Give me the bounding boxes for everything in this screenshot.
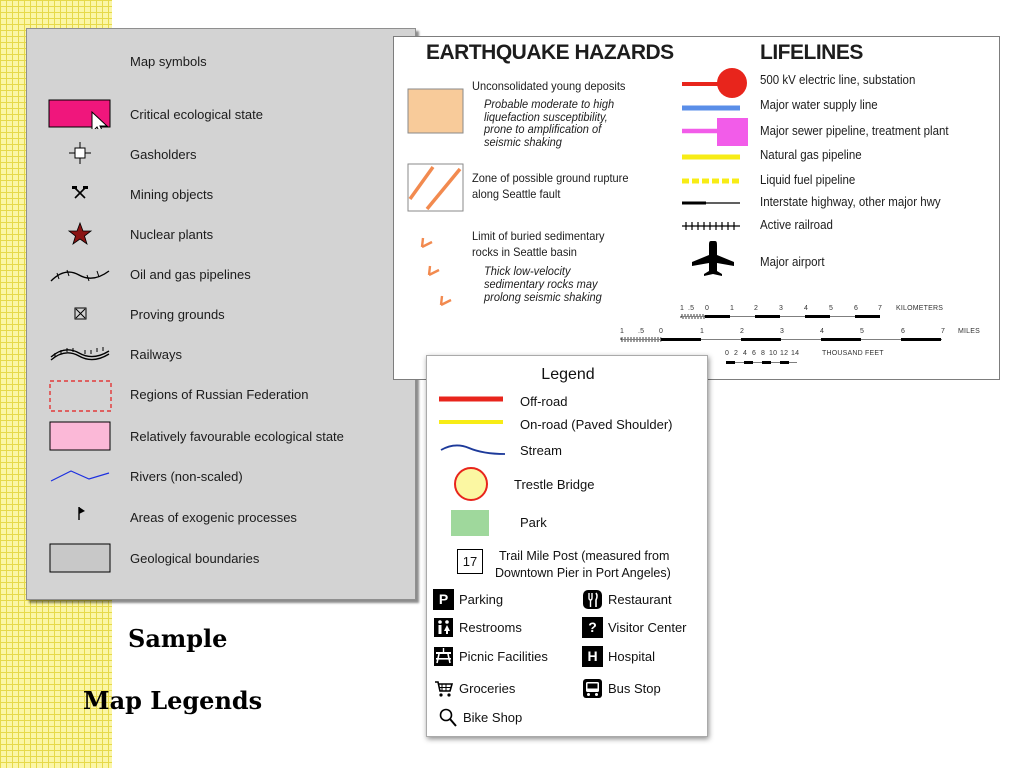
- amenity-label: Visitor Center: [608, 619, 687, 635]
- legend-row-pipelines: [27, 259, 417, 289]
- amenity-visitor-center: [582, 616, 687, 638]
- trestle-circle-icon: [453, 466, 489, 502]
- legend-title: Map symbols: [130, 54, 207, 69]
- lifeline-symbols: [680, 67, 752, 277]
- milepost-label: Downtown Pier in Port Angeles): [495, 566, 671, 580]
- hazard-detail: liquefaction susceptibility,: [484, 109, 608, 124]
- legend-label: Off-road: [520, 394, 568, 409]
- amenity-restaurant: [582, 588, 672, 610]
- bike-shop-icon: [437, 707, 458, 728]
- map-symbols-legend: [26, 28, 416, 600]
- scale-tick: 1: [680, 305, 685, 312]
- legend-row-critical-ecological: [27, 99, 417, 129]
- feet-bar: [725, 360, 801, 365]
- amenity-label: Restrooms: [459, 619, 522, 635]
- milepost-icon: 17: [457, 549, 483, 574]
- amenity-restrooms: [433, 616, 522, 638]
- legend-label: Critical ecological state: [130, 107, 263, 122]
- picnic-icon: [433, 646, 454, 667]
- rupture-zone-icon: [407, 163, 465, 213]
- legend-row-regions: [27, 379, 417, 409]
- scale-tick: 14: [791, 350, 800, 357]
- legend-label: Regions of Russian Federation: [130, 387, 309, 402]
- scale-tick: 4: [743, 350, 748, 357]
- amenity-label: Parking: [459, 591, 504, 607]
- scale-tick: 7: [878, 305, 883, 312]
- scale-tick: 5: [860, 328, 865, 335]
- legend-label: On-road (Paved Shoulder): [520, 417, 673, 432]
- legend-label: Park: [520, 515, 547, 530]
- amenity-picnic: [433, 645, 548, 667]
- hazard-label: Limit of buried sedimentary: [472, 229, 605, 243]
- amenity-label: Bike Shop: [463, 709, 523, 725]
- legend-label: Stream: [520, 443, 562, 458]
- x-box-icon: [47, 299, 113, 329]
- hazard-detail: Thick low-velocity: [484, 264, 571, 278]
- lifeline-label: Interstate highway, other major hwy: [760, 195, 941, 209]
- hazard-detail: prone to amplification of: [484, 122, 602, 136]
- railroad-icon: [682, 222, 740, 230]
- legend-row-favourable: [27, 421, 417, 451]
- gasholder-icon: [47, 139, 113, 169]
- legend-title: Legend: [541, 366, 595, 383]
- amenity-groceries: [433, 677, 515, 699]
- lifeline-label: 500 kV electric line, substation: [760, 73, 916, 87]
- milepost-label: Trail Mile Post (measured from: [499, 549, 670, 563]
- lifeline-label: Major sewer pipeline, treatment plant: [760, 124, 949, 138]
- legend-label: Trestle Bridge: [514, 477, 595, 492]
- lifeline-label: Major airport: [760, 255, 825, 269]
- amenity-bus-stop: [582, 677, 661, 699]
- flag-icon: [47, 502, 113, 532]
- scale-tick: 2: [734, 350, 739, 357]
- scale-tick: 10: [769, 350, 778, 357]
- scale-tick: .5: [688, 305, 695, 312]
- parking-icon: P: [433, 589, 454, 610]
- legend-row-exogenic: [27, 502, 417, 532]
- hazards-heading: EARTHQUAKE HAZARDS: [426, 41, 674, 64]
- blue-stream-icon: [439, 442, 509, 458]
- scale-tick: 6: [752, 350, 757, 357]
- amenity-bike-shop: [437, 706, 522, 728]
- trail-line-symbols: [439, 394, 503, 428]
- airport-icon: [692, 241, 734, 276]
- hazard-label: rocks in Seattle basin: [472, 245, 577, 259]
- electric-line-icon: [682, 68, 747, 98]
- legend-row-nuclear: [27, 219, 417, 249]
- hazard-label: along Seattle fault: [472, 187, 561, 201]
- trail-legend: [426, 355, 708, 737]
- legend-row-geological: [27, 543, 417, 573]
- scale-tick: 3: [780, 328, 785, 335]
- scale-tick: .5: [638, 328, 645, 335]
- scale-tick: 0: [659, 328, 664, 335]
- blue-river-icon: [47, 461, 113, 491]
- legend-label: Geological boundaries: [130, 551, 260, 566]
- sewer-line-icon: [682, 118, 748, 146]
- scale-tick: 12: [780, 350, 789, 357]
- restaurant-icon: [582, 589, 603, 610]
- amenity-label: Hospital: [608, 648, 655, 664]
- scale-tick: 0: [725, 350, 730, 357]
- legend-row-mining: [27, 179, 417, 209]
- legend-label: Railways: [130, 347, 183, 362]
- lifeline-label: Liquid fuel pipeline: [760, 173, 856, 187]
- hospital-icon: H: [582, 646, 603, 667]
- scale-tick: 1: [620, 328, 625, 335]
- legend-row-gasholders: [27, 139, 417, 169]
- dashed-red-box-icon: [47, 379, 113, 413]
- visitor-center-icon: ?: [582, 617, 603, 638]
- legend-label: Oil and gas pipelines: [130, 267, 251, 282]
- hazard-detail: prolong seismic shaking: [484, 290, 602, 304]
- green-park-icon: [451, 510, 489, 536]
- railway-wave-icon: [47, 339, 113, 369]
- crossed-hammers-icon: [47, 179, 113, 209]
- mile-bar: [620, 337, 948, 343]
- amenity-label: Bus Stop: [608, 680, 661, 696]
- amenity-label: Groceries: [459, 680, 516, 696]
- hazard-detail: sedimentary rocks may: [484, 277, 598, 291]
- scale-tick: 1: [700, 328, 705, 335]
- caption-line-2: Map Legends: [83, 686, 263, 715]
- scale-tick: 0: [705, 305, 710, 312]
- groceries-icon: [433, 678, 454, 699]
- caption-line-1: Sample: [128, 624, 228, 653]
- legend-label: Gasholders: [130, 147, 197, 162]
- kilometer-bar: [680, 314, 884, 320]
- scale-tick: 8: [761, 350, 766, 357]
- hazard-detail: Probable moderate to high: [484, 97, 615, 111]
- scale-tick: 1: [730, 305, 735, 312]
- restrooms-icon: [433, 617, 454, 638]
- basin-limit-icon: [414, 233, 454, 311]
- legend-row-railways: [27, 339, 417, 369]
- magenta-box-icon: [47, 99, 113, 129]
- amenity-parking: [433, 588, 503, 610]
- legend-label: Mining objects: [130, 187, 214, 202]
- legend-label: Relatively favourable ecological state: [130, 429, 344, 444]
- legend-label: Areas of exogenic processes: [130, 510, 297, 525]
- earthquake-hazards-legend: [393, 36, 1000, 380]
- lifeline-label: Natural gas pipeline: [760, 148, 862, 162]
- hazard-label: Zone of possible ground rupture: [472, 171, 629, 185]
- legend-row-rivers: [27, 461, 417, 491]
- deposit-swatch-icon: [407, 88, 465, 134]
- scale-unit-label: MILES: [958, 328, 981, 335]
- scale-tick: 2: [740, 328, 745, 335]
- scale-tick: 6: [854, 305, 859, 312]
- legend-label: Nuclear plants: [130, 227, 214, 242]
- scale-tick: 3: [779, 305, 784, 312]
- scale-tick: 7: [941, 328, 946, 335]
- amenity-hospital: [582, 645, 655, 667]
- hazard-detail: seismic shaking: [484, 134, 562, 149]
- amenity-label: Picnic Facilities: [459, 648, 548, 664]
- scale-unit-label: THOUSAND FEET: [822, 350, 884, 357]
- hazard-label: Unconsolidated young deposits: [472, 79, 626, 93]
- grey-box-icon: [47, 543, 113, 573]
- scale-tick: 2: [754, 305, 759, 312]
- scale-tick: 5: [829, 305, 834, 312]
- scale-tick: 6: [901, 328, 906, 335]
- legend-row-proving: [27, 299, 417, 329]
- scale-tick: 4: [820, 328, 825, 335]
- amenity-label: Restaurant: [608, 591, 672, 607]
- pipeline-wave-icon: [47, 259, 113, 289]
- pink-box-icon: [47, 421, 113, 451]
- scale-unit-label: KILOMETERS: [896, 305, 944, 312]
- bus-stop-icon: [582, 678, 603, 699]
- legend-label: Proving grounds: [130, 307, 225, 322]
- legend-label: Rivers (non-scaled): [130, 469, 243, 484]
- lifeline-label: Active railroad: [760, 218, 833, 232]
- scale-tick: 4: [804, 305, 809, 312]
- lifelines-heading: LIFELINES: [760, 41, 863, 64]
- red-star-icon: [47, 219, 113, 249]
- lifeline-label: Major water supply line: [760, 98, 878, 112]
